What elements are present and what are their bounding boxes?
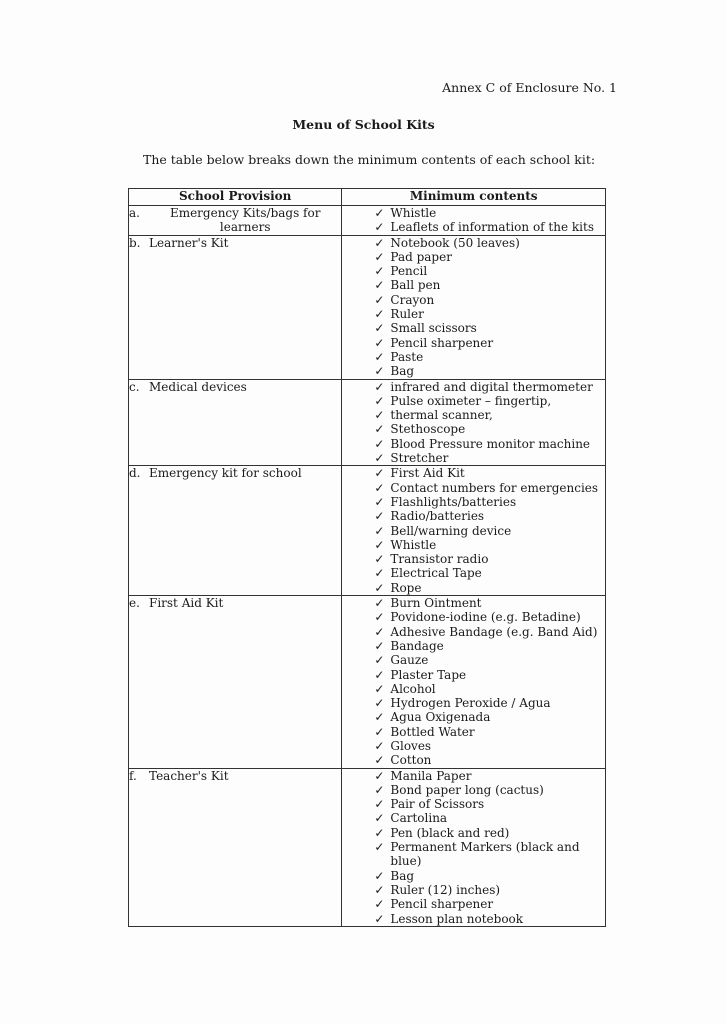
checkmark-icon: ✓ xyxy=(374,552,385,567)
list-item xyxy=(342,278,605,292)
list-item xyxy=(342,581,605,595)
contents-cell xyxy=(342,768,606,926)
provision-cell xyxy=(129,206,342,236)
item-text: Adhesive Bandage (e.g. Band Aid) xyxy=(390,624,598,639)
provision-wrapper xyxy=(129,236,341,250)
provision-wrapper xyxy=(129,769,341,783)
provision-cell xyxy=(129,235,342,379)
list-item xyxy=(342,811,605,825)
checkmark-icon: ✓ xyxy=(374,466,385,481)
checkmark-icon: ✓ xyxy=(374,335,385,350)
item-text: Whistle xyxy=(390,537,437,552)
list-item xyxy=(342,769,605,783)
table-header-row xyxy=(129,189,606,206)
provision-name: Emergency Kits/bags for learners xyxy=(169,206,321,235)
checkmark-icon: ✓ xyxy=(374,307,385,322)
list-item xyxy=(342,437,605,451)
list-item xyxy=(342,639,605,653)
item-text: Permanent Markers (black and blue) xyxy=(390,840,580,869)
provision-wrapper xyxy=(129,466,341,480)
list-item xyxy=(342,408,605,422)
checkmark-icon: ✓ xyxy=(374,249,385,264)
item-text: Notebook (50 leaves) xyxy=(390,235,520,250)
contents-list xyxy=(342,466,605,595)
table-body xyxy=(129,206,606,927)
item-text: Gloves xyxy=(390,738,432,753)
list-item xyxy=(342,897,605,911)
table-row xyxy=(129,768,606,926)
contents-cell xyxy=(342,379,606,466)
list-item xyxy=(342,668,605,682)
checkmark-icon: ✓ xyxy=(374,911,385,926)
provision-name: First Aid Kit xyxy=(149,596,224,611)
checkmark-icon: ✓ xyxy=(374,451,385,466)
provision-letter: f. xyxy=(129,768,137,783)
table-row xyxy=(129,206,606,236)
list-item xyxy=(342,422,605,436)
checkmark-icon: ✓ xyxy=(374,624,385,639)
item-text: Agua Oxigenada xyxy=(390,710,491,725)
item-text: Alcohol xyxy=(390,681,436,696)
item-text: Pencil sharpener xyxy=(390,335,494,350)
item-text: infrared and digital thermometer xyxy=(390,379,593,394)
item-text: Small scissors xyxy=(390,321,477,336)
provision-cell xyxy=(129,379,342,466)
checkmark-icon: ✓ xyxy=(374,811,385,826)
item-text: Ruler xyxy=(390,307,424,322)
provision-letter: c. xyxy=(129,379,140,394)
provision-cell xyxy=(129,768,342,926)
checkmark-icon: ✓ xyxy=(374,696,385,711)
checkmark-icon: ✓ xyxy=(374,364,385,379)
list-item xyxy=(342,466,605,480)
item-text: Lesson plan notebook xyxy=(390,911,524,926)
list-item xyxy=(342,336,605,350)
provision-wrapper xyxy=(129,206,341,235)
column-header-contents: Minimum contents xyxy=(342,189,606,206)
checkmark-icon: ✓ xyxy=(374,393,385,408)
item-text: Contact numbers for emergencies xyxy=(390,480,599,495)
checkmark-icon: ✓ xyxy=(374,580,385,595)
item-text: Stretcher xyxy=(390,451,449,466)
item-text: Bag xyxy=(390,868,415,883)
checkmark-icon: ✓ xyxy=(374,379,385,394)
item-text: Povidone-iodine (e.g. Betadine) xyxy=(390,610,581,625)
provision-letter: d. xyxy=(129,466,141,481)
list-item xyxy=(342,783,605,797)
provision-wrapper xyxy=(129,380,341,394)
item-text: Flashlights/batteries xyxy=(390,494,517,509)
contents-cell xyxy=(342,596,606,769)
list-item xyxy=(342,236,605,250)
checkmark-icon: ✓ xyxy=(374,235,385,250)
item-text: Manila Paper xyxy=(390,768,472,783)
list-item xyxy=(342,710,605,724)
list-item xyxy=(342,552,605,566)
item-text: Bag xyxy=(390,364,415,379)
item-text: Crayon xyxy=(390,292,435,307)
list-item xyxy=(342,912,605,926)
checkmark-icon: ✓ xyxy=(374,768,385,783)
item-text: Cotton xyxy=(390,753,432,768)
list-item xyxy=(342,869,605,883)
provision-name: Emergency kit for school xyxy=(149,466,302,481)
list-item xyxy=(342,524,605,538)
item-text: Ball pen xyxy=(390,278,441,293)
column-header-provision: School Provision xyxy=(129,189,342,206)
list-item xyxy=(342,307,605,321)
checkmark-icon: ✓ xyxy=(374,596,385,611)
checkmark-icon: ✓ xyxy=(374,782,385,797)
item-text: Pulse oximeter – fingertip, xyxy=(390,393,552,408)
list-item xyxy=(342,350,605,364)
checkmark-icon: ✓ xyxy=(374,422,385,437)
list-item xyxy=(342,451,605,465)
list-item xyxy=(342,797,605,811)
table-row xyxy=(129,596,606,769)
list-item xyxy=(342,220,605,234)
contents-list xyxy=(342,380,605,466)
item-text: Pencil xyxy=(390,264,428,279)
list-item xyxy=(342,566,605,580)
item-text: Paste xyxy=(390,349,424,364)
item-text: Radio/batteries xyxy=(390,509,485,524)
checkmark-icon: ✓ xyxy=(374,537,385,552)
item-text: Pair of Scissors xyxy=(390,797,485,812)
list-item xyxy=(342,250,605,264)
item-text: Bond paper long (cactus) xyxy=(390,782,544,797)
checkmark-icon: ✓ xyxy=(374,840,385,855)
item-text: Burn Ointment xyxy=(390,596,482,611)
checkmark-icon: ✓ xyxy=(374,897,385,912)
list-item xyxy=(342,394,605,408)
list-item xyxy=(342,364,605,378)
list-item xyxy=(342,753,605,767)
item-text: Pencil sharpener xyxy=(390,897,494,912)
contents-list xyxy=(342,769,605,926)
list-item xyxy=(342,206,605,220)
checkmark-icon: ✓ xyxy=(374,436,385,451)
item-text: Stethoscope xyxy=(390,422,466,437)
item-text: Pad paper xyxy=(390,249,452,264)
list-item xyxy=(342,625,605,639)
provision-letter: b. xyxy=(129,235,141,250)
item-text: First Aid Kit xyxy=(390,466,465,481)
list-item xyxy=(342,725,605,739)
checkmark-icon: ✓ xyxy=(374,667,385,682)
list-item xyxy=(342,739,605,753)
list-item xyxy=(342,826,605,840)
checkmark-icon: ✓ xyxy=(374,738,385,753)
checkmark-icon: ✓ xyxy=(374,206,385,220)
item-text: Plaster Tape xyxy=(390,667,467,682)
checkmark-icon: ✓ xyxy=(374,868,385,883)
list-item xyxy=(342,682,605,696)
provision-letter: e. xyxy=(129,596,140,611)
checkmark-icon: ✓ xyxy=(374,681,385,696)
checkmark-icon: ✓ xyxy=(374,480,385,495)
list-item xyxy=(342,380,605,394)
checkmark-icon: ✓ xyxy=(374,653,385,668)
intro-text: The table below breaks down the minimum contents of each school kit: xyxy=(143,152,596,167)
list-item xyxy=(342,509,605,523)
list-item xyxy=(342,538,605,552)
provision-name: Medical devices xyxy=(149,379,247,394)
checkmark-icon: ✓ xyxy=(374,321,385,336)
item-text: Ruler (12) inches) xyxy=(390,882,501,897)
item-text: Bell/warning device xyxy=(390,523,512,538)
checkmark-icon: ✓ xyxy=(374,753,385,768)
contents-list xyxy=(342,206,605,235)
checkmark-icon: ✓ xyxy=(374,797,385,812)
provision-cell xyxy=(129,466,342,596)
annex-label: Annex C of Enclosure No. 1 xyxy=(442,80,617,95)
contents-cell xyxy=(342,466,606,596)
list-item xyxy=(342,840,605,869)
provision-wrapper xyxy=(129,596,341,610)
item-text: Leaflets of information of the kits xyxy=(390,220,594,235)
item-text: Transistor radio xyxy=(390,552,489,567)
checkmark-icon: ✓ xyxy=(374,610,385,625)
list-item xyxy=(342,610,605,624)
list-item xyxy=(342,264,605,278)
checkmark-icon: ✓ xyxy=(374,349,385,364)
checkmark-icon: ✓ xyxy=(374,220,385,235)
list-item xyxy=(342,481,605,495)
checkmark-icon: ✓ xyxy=(374,882,385,897)
provision-letter: a. xyxy=(129,206,140,220)
item-text: Pen (black and red) xyxy=(390,825,510,840)
item-text: thermal scanner, xyxy=(390,408,493,423)
checkmark-icon: ✓ xyxy=(374,509,385,524)
contents-cell xyxy=(342,235,606,379)
checkmark-icon: ✓ xyxy=(374,566,385,581)
item-text: Bottled Water xyxy=(390,724,475,739)
item-text: Whistle xyxy=(390,206,437,220)
checkmark-icon: ✓ xyxy=(374,638,385,653)
provision-cell xyxy=(129,596,342,769)
contents-cell xyxy=(342,206,606,236)
contents-list xyxy=(342,236,605,379)
table-row xyxy=(129,379,606,466)
provision-name: Learner's Kit xyxy=(149,235,229,250)
list-item xyxy=(342,696,605,710)
table-row xyxy=(129,235,606,379)
item-text: Gauze xyxy=(390,653,429,668)
checkmark-icon: ✓ xyxy=(374,278,385,293)
contents-list xyxy=(342,596,605,768)
list-item xyxy=(342,653,605,667)
checkmark-icon: ✓ xyxy=(374,408,385,423)
list-item xyxy=(342,883,605,897)
list-item xyxy=(342,596,605,610)
item-text: Hydrogen Peroxide / Agua xyxy=(390,696,551,711)
checkmark-icon: ✓ xyxy=(374,724,385,739)
list-item xyxy=(342,321,605,335)
list-item xyxy=(342,293,605,307)
item-text: Rope xyxy=(390,580,422,595)
provision-name: Teacher's Kit xyxy=(149,768,229,783)
checkmark-icon: ✓ xyxy=(374,710,385,725)
checkmark-icon: ✓ xyxy=(374,264,385,279)
school-kits-table xyxy=(128,188,606,927)
checkmark-icon: ✓ xyxy=(374,523,385,538)
item-text: Bandage xyxy=(390,638,444,653)
document-title: Menu of School Kits xyxy=(292,117,435,132)
table-row xyxy=(129,466,606,596)
item-text: Electrical Tape xyxy=(390,566,482,581)
checkmark-icon: ✓ xyxy=(374,292,385,307)
checkmark-icon: ✓ xyxy=(374,494,385,509)
checkmark-icon: ✓ xyxy=(374,825,385,840)
list-item xyxy=(342,495,605,509)
item-text: Blood Pressure monitor machine xyxy=(390,436,591,451)
item-text: Cartolina xyxy=(390,811,448,826)
